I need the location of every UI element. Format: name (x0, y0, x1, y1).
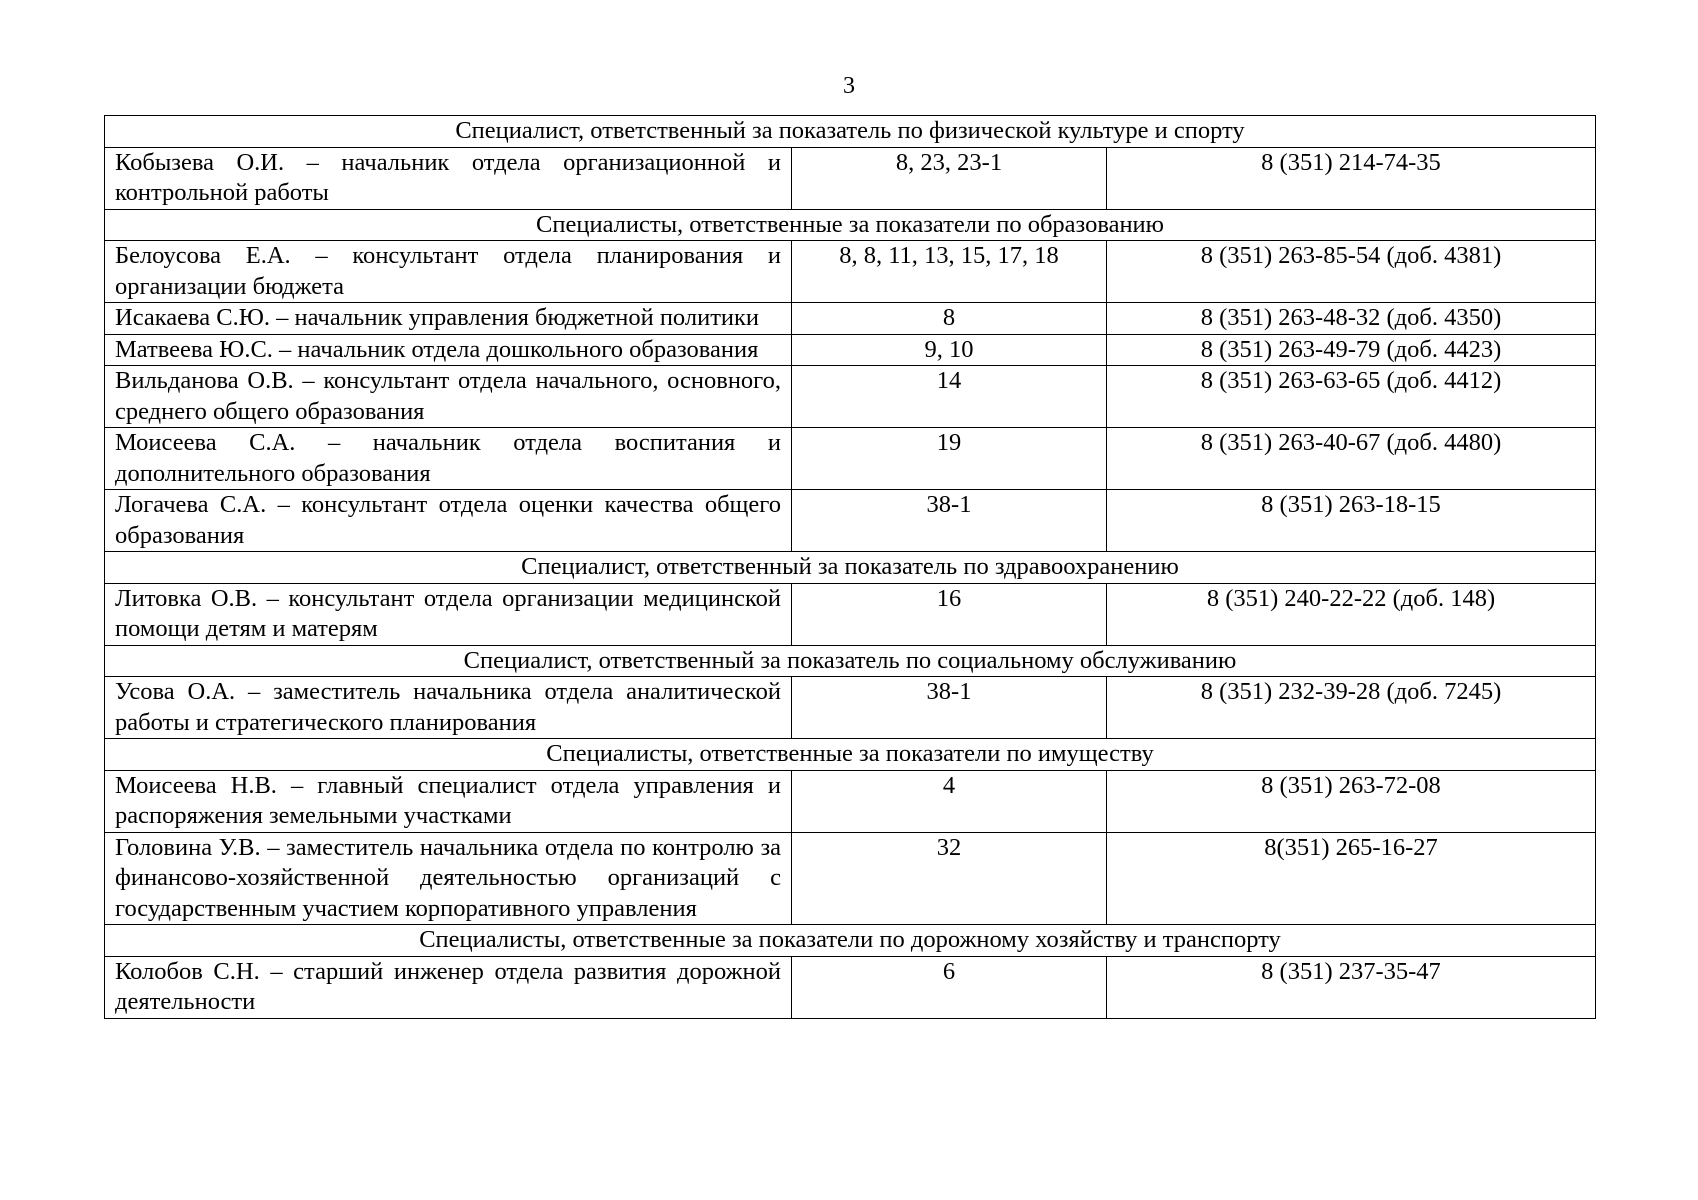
table-row (105, 147, 1596, 209)
table-body (105, 116, 1596, 1019)
specialists-table (104, 115, 1596, 1019)
indicator-numbers-cell: 8, 8, 11, 13, 15, 17, 18 (792, 241, 1107, 303)
phone-cell: 8 (351) 263-85-54 (доб. 4381) (1107, 241, 1596, 303)
table-row (105, 677, 1596, 739)
table-row (105, 428, 1596, 490)
table-row (105, 583, 1596, 645)
specialist-name-cell: Колобов С.Н. – старший инженер отдела развития дорожной деятельности (105, 956, 792, 1018)
page-number: 3 (843, 73, 855, 99)
phone-cell: 8 (351) 240-22-22 (доб. 148) (1107, 583, 1596, 645)
indicator-numbers-cell: 16 (792, 583, 1107, 645)
table-row (105, 334, 1596, 366)
section-header: Специалист, ответственный за показатель по социальному обслуживанию (105, 645, 1596, 677)
phone-cell: 8 (351) 263-40-67 (доб. 4480) (1107, 428, 1596, 490)
indicator-numbers-cell: 8 (792, 303, 1107, 335)
section-header-row (105, 552, 1596, 584)
indicator-numbers-cell: 38-1 (792, 490, 1107, 552)
indicator-numbers-cell: 32 (792, 832, 1107, 925)
specialist-name-cell: Головина У.В. – заместитель начальника отдела по контролю за финансово-хозяйственной деятельностью организаций с государственным участием корпоративного управления (105, 832, 792, 925)
phone-cell: 8(351) 265-16-27 (1107, 832, 1596, 925)
specialist-name-cell: Литовка О.В. – консультант отдела организации медицинской помощи детям и матерям (105, 583, 792, 645)
specialist-name-cell: Исакаева С.Ю. – начальник управления бюджетной политики (105, 303, 792, 335)
table-row (105, 366, 1596, 428)
phone-cell: 8 (351) 263-72-08 (1107, 770, 1596, 832)
table-row (105, 956, 1596, 1018)
specialist-name-cell: Логачева С.А. – консультант отдела оценки качества общего образования (105, 490, 792, 552)
table-row (105, 241, 1596, 303)
indicator-numbers-cell: 4 (792, 770, 1107, 832)
indicator-numbers-cell: 38-1 (792, 677, 1107, 739)
specialist-name-cell: Усова О.А. – заместитель начальника отдела аналитической работы и стратегического планирования (105, 677, 792, 739)
section-header-row (105, 645, 1596, 677)
section-header: Специалисты, ответственные за показатели по дорожному хозяйству и транспорту (105, 925, 1596, 957)
section-header-row (105, 925, 1596, 957)
specialist-name-cell: Моисеева Н.В. – главный специалист отдела управления и распоряжения земельными участками (105, 770, 792, 832)
specialist-name-cell: Моисеева С.А. – начальник отдела воспитания и дополнительного образования (105, 428, 792, 490)
table-row (105, 303, 1596, 335)
specialist-name-cell: Матвеева Ю.С. – начальник отдела дошкольного образования (105, 334, 792, 366)
section-header-row (105, 116, 1596, 148)
specialist-name-cell: Вильданова О.В. – консультант отдела начального, основного, среднего общего образования (105, 366, 792, 428)
table-row (105, 832, 1596, 925)
section-header-row (105, 739, 1596, 771)
phone-cell: 8 (351) 237-35-47 (1107, 956, 1596, 1018)
indicator-numbers-cell: 6 (792, 956, 1107, 1018)
specialist-name-cell: Кобызева О.И. – начальник отдела организационной и контрольной работы (105, 147, 792, 209)
phone-cell: 8 (351) 263-18-15 (1107, 490, 1596, 552)
phone-cell: 8 (351) 263-49-79 (доб. 4423) (1107, 334, 1596, 366)
section-header: Специалист, ответственный за показатель по физической культуре и спорту (105, 116, 1596, 148)
section-header: Специалисты, ответственные за показатели по образованию (105, 209, 1596, 241)
section-header: Специалисты, ответственные за показатели по имуществу (105, 739, 1596, 771)
table-row (105, 490, 1596, 552)
indicator-numbers-cell: 9, 10 (792, 334, 1107, 366)
indicator-numbers-cell: 19 (792, 428, 1107, 490)
phone-cell: 8 (351) 232-39-28 (доб. 7245) (1107, 677, 1596, 739)
phone-cell: 8 (351) 263-48-32 (доб. 4350) (1107, 303, 1596, 335)
indicator-numbers-cell: 14 (792, 366, 1107, 428)
phone-cell: 8 (351) 214-74-35 (1107, 147, 1596, 209)
specialist-name-cell: Белоусова Е.А. – консультант отдела планирования и организации бюджета (105, 241, 792, 303)
phone-cell: 8 (351) 263-63-65 (доб. 4412) (1107, 366, 1596, 428)
section-header: Специалист, ответственный за показатель по здравоохранению (105, 552, 1596, 584)
section-header-row (105, 209, 1596, 241)
table-row (105, 770, 1596, 832)
indicator-numbers-cell: 8, 23, 23-1 (792, 147, 1107, 209)
